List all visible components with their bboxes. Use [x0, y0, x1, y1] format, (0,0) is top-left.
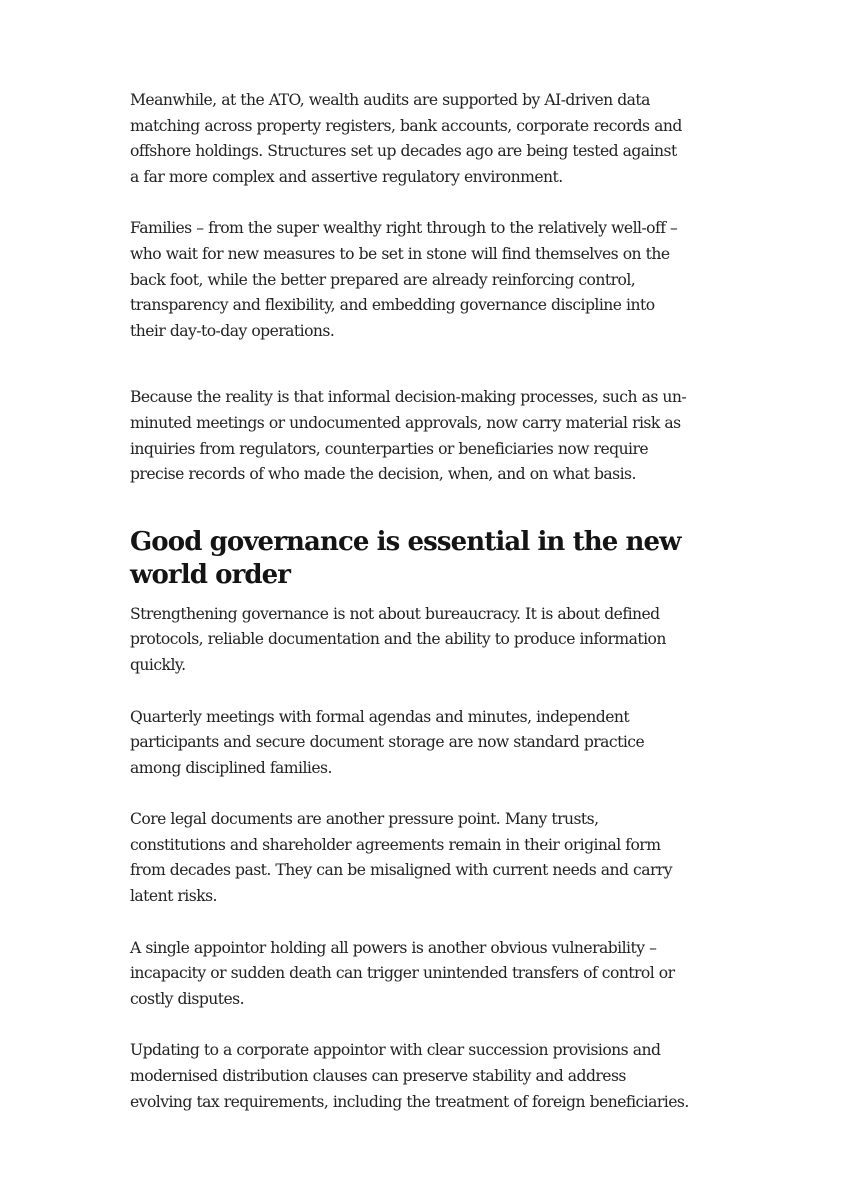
- paragraph-core-legal-documents: Core legal documents are another pressure point. Many trusts, constitutions and shareholder agreements remain in their original form from decades past. They can be misaligned with current needs and carry latent risks.: [130, 810, 673, 906]
- paragraph-informal-decision-making: Because the reality is that informal decision-making processes, such as un-minuted meetings or undocumented approvals, now carry material risk as inquiries from regulators, counterparties or beneficiaries now require precise records of who made the decision, when, and on what basis.: [130, 388, 687, 484]
- paragraph-single-appointor: A single appointor holding all powers is another obvious vulnerability – incapacity or sudden death can trigger unintended transfers of control or costly disputes.: [130, 938, 675, 1008]
- paragraph-ato-wealth-audits: Meanwhile, at the ATO, wealth audits are supported by AI-driven data matching across property registers, bank accounts, corporate records and offshore holdings. Structures set up decades ago are being tested against a far more complex and assertive regulatory environment.: [130, 91, 682, 186]
- section-heading: Good governance is essential in the new world order: [130, 526, 681, 590]
- paragraph-quarterly-meetings: Quarterly meetings with formal agendas and minutes, independent participants and secure document storage are now standard practice among disciplined families.: [130, 707, 645, 777]
- paragraph-corporate-appointor: Updating to a corporate appointor with clear succession provisions and modernised distribution clauses can preserve stability and address evolving tax requirements, including the treatment of foreign beneficiaries.: [130, 1041, 689, 1111]
- paragraph-families-back-foot: Families – from the super wealthy right through to the relatively well-off – who wait for new measures to be set in stone will find themselves on the back foot, while the better prepared are already reinforcing control, transparency and flexibility, and embedding governance discipline into their day-to-day operations.: [130, 219, 678, 340]
- article-body: [130, 88, 690, 1115]
- paragraph-strengthening-governance: Strengthening governance is not about bureaucracy. It is about defined protocols, reliable documentation and the ability to produce information quickly.: [130, 604, 666, 674]
